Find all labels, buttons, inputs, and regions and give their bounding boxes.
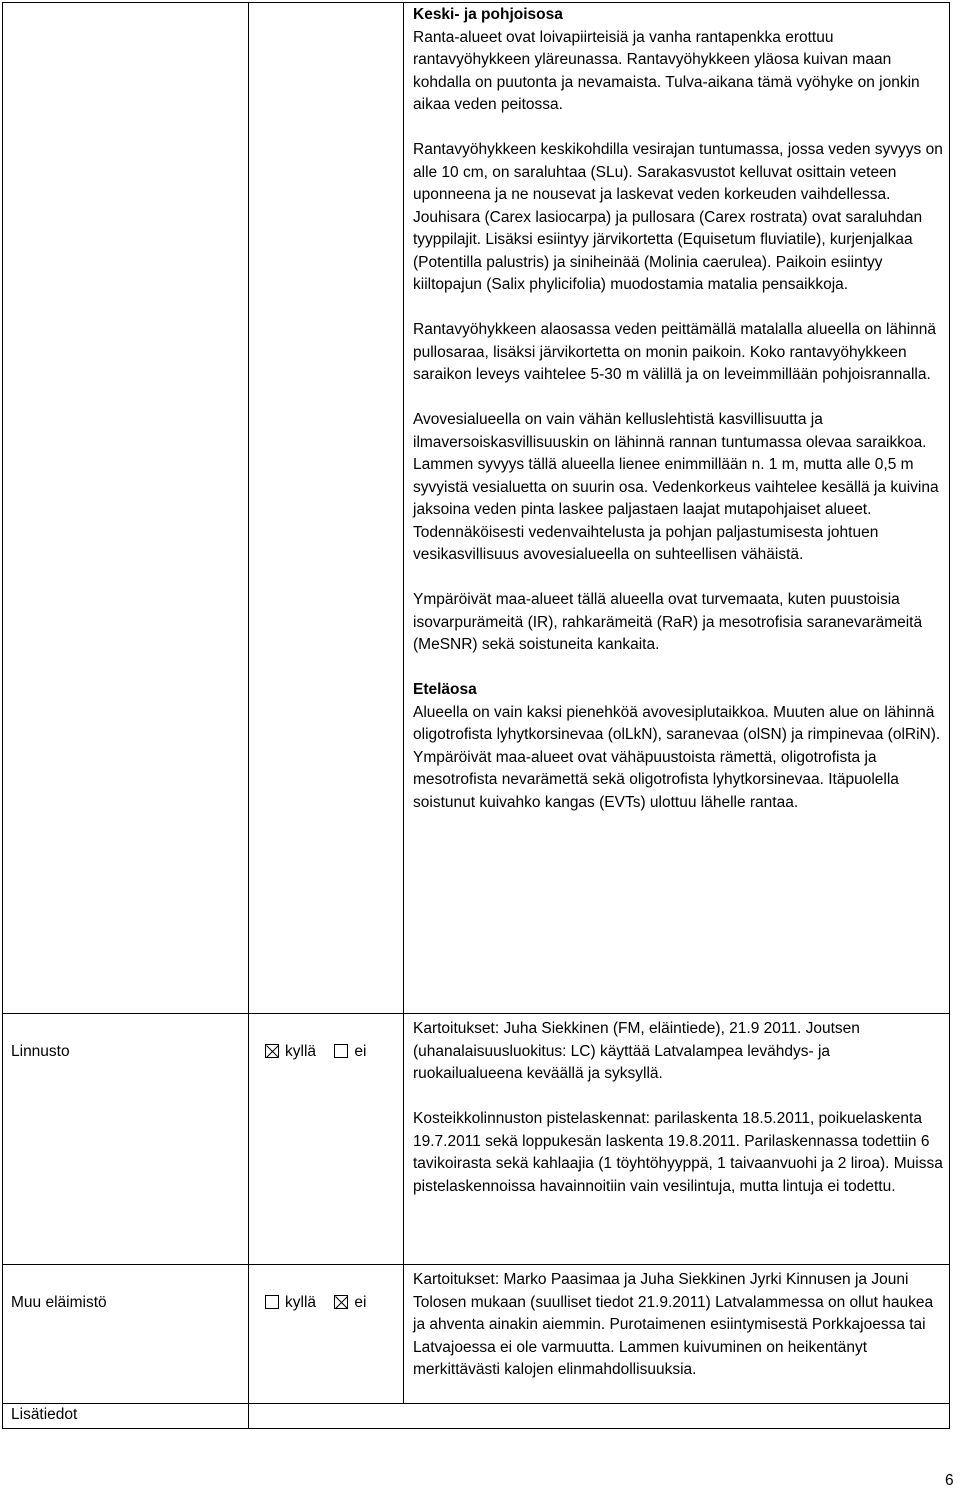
muu-elaimisto-label: Muu eläimistö	[11, 1294, 107, 1311]
muu-elaimisto-no-label: ei	[354, 1294, 367, 1311]
muu-elaimisto-options	[249, 1265, 404, 1403]
muu-elaimisto-description	[404, 1265, 949, 1403]
linnusto-description	[404, 1014, 949, 1264]
table-row-linnusto	[3, 1014, 949, 1265]
linnusto-options	[249, 1014, 404, 1264]
page-number: 6	[945, 1472, 954, 1489]
heading-north: Keski- ja pohjoisosa	[413, 6, 563, 23]
paragraph-2: Rantavyöhykkeen keskikohdilla vesirajan tuntumassa, jossa veden syvyys on alle 10 cm, on saraluhtaa (SLu). Sarakasvustot kelluvat osittain veteen uponneena ja ne nousevat ja laskevat veden korkeuden vaihdellessa. Jouhisara (Carex lasiocarpa) ja pullosara (Carex rostrata) ovat saraluhdan tyyppilajit. Lisäksi esiintyy järvikortetta (Equisetum fluviatile), kurjenjalkaa (Potentilla palustris) ja siniheinää (Molinia caerulea). Paikoin esiintyy kiiltopajun (Salix phylicifolia) muodostamia matalia pensaikkoja.	[413, 141, 943, 293]
row-checkbox-empty	[249, 3, 404, 1013]
muu-elaimisto-no-checkbox[interactable]	[334, 1295, 348, 1309]
linnusto-yes-label: kyllä	[285, 1043, 317, 1060]
muu-elaimisto-label-cell	[3, 1265, 249, 1403]
linnusto-no-checkbox[interactable]	[334, 1044, 348, 1058]
linnusto-paragraph-2: Kosteikkolinnuston pistelaskennat: parilaskenta 18.5.2011, poikuelaskenta 19.7.2011 sekä loppukesän laskenta 19.8.2011. Parilaskennassa todettiin 6 tavikoirasta sekä kahlaajia (1 töyhtöhyyppä, 1 taivaanvuohi ja 2 liroa). Muissa pistelaskennoissa havainnoitiin vain vesilintuja, mutta lintuja ei todettu.	[413, 1110, 943, 1195]
table-row-muu-elaimisto	[3, 1265, 949, 1404]
data-table	[2, 2, 950, 1429]
table-row-vegetation	[3, 3, 949, 1014]
muu-elaimisto-paragraph-1: Kartoitukset: Marko Paasimaa ja Juha Siekkinen Jyrki Kinnusen ja Jouni Tolosen mukaan (suulliset tiedot 21.9.2011) Latvalammessa on ollut haukea ja ahventa ainakin aiemmin. Purotaimenen esiintymisestä Porkkajoessa tai Latvajoessa ei ole varmuutta. Lammen kuivuminen on heikentänyt merkittävästi kalojen elinmahdollisuuksia.	[413, 1271, 934, 1378]
paragraph-4: Avovesialueella on vain vähän kelluslehtistä kasvillisuutta ja ilmaversoiskasvillisuuskin on lähinnä rannan tuntumassa olevaa saraikkoa. Lammen syvyys tällä alueella lienee enimmillään n. 1 m, mutta alle 0,5 m syvyistä vesialuetta on suurin osa. Vedenkorkeus vaihtelee kesällä ja kuivina jaksoina veden pinta laskee paljastaen laajat mutapohjaiset alueet. Todennäköisesti vedenvaihtelusta ja pohjan paljastumisesta johtuen vesikasvillisuus avovesialueella on suhteellisen vähäistä.	[413, 411, 939, 563]
lisatiedot-content[interactable]	[249, 1404, 949, 1428]
paragraph-5: Ympäröivät maa-alueet tällä alueella ovat turvemaata, kuten puustoisia isovarpurämeitä (IR), rahkarämeitä (RaR) ja mesotrofisia saranevarämeitä (MeSNR) sekä soistuneita kankaita.	[413, 591, 923, 653]
paragraph-1: Ranta-alueet ovat loivapiirteisiä ja vanha rantapenkka erottuu rantavyöhykkeen yläreunassa. Rantavyöhykkeen yläosa kuivan maan kohdalla on puutonta ja nevamaista. Tulva-aikana tämä vyöhyke on jonkin aikaa veden peitossa.	[413, 28, 920, 113]
lisatiedot-label-cell	[3, 1404, 249, 1428]
linnusto-label: Linnusto	[11, 1043, 70, 1060]
linnusto-paragraph-1: Kartoitukset: Juha Siekkinen (FM, eläintiede), 21.9 2011. Joutsen (uhanalaisuusluokitus: LC) käyttää Latvalampea levähdys- ja ruokailualueena keväällä ja syksyllä.	[413, 1020, 860, 1082]
paragraph-6: Alueella on vain kaksi pienehköä avovesiplutaikkoa. Muuten alue on lähinnä oligotrofista lyhytkorsinevaa (olLkN), saranevaa (olSN) ja rimpinevaa (olRiN). Ympäröivät maa-alueet ovat vähäpuustoista rämettä, oligotrofista ja mesotrofista nevarämettä sekä oligotrofista lyhytkorsinevaa. Itäpuolella soistunut kuivahko kangas (EVTs) ulottuu lähelle rantaa.	[413, 703, 941, 811]
table-row-lisatiedot	[3, 1404, 949, 1428]
muu-elaimisto-yes-label: kyllä	[285, 1294, 317, 1311]
row-label-empty	[3, 3, 249, 1013]
paragraph-3: Rantavyöhykkeen alaosassa veden peittämällä matalalla alueella on lähinnä pullosaraa, lisäksi järvikortetta on monin paikoin. Koko rantavyöhykkeen saraikon leveys vaihtelee 5-30 m välillä ja on leveimmillään pohjoisrannalla.	[413, 321, 937, 383]
lisatiedot-label: Lisätiedot	[11, 1406, 78, 1423]
muu-elaimisto-yes-checkbox[interactable]	[265, 1295, 279, 1309]
linnusto-label-cell	[3, 1014, 249, 1264]
linnusto-yes-checkbox[interactable]	[265, 1044, 279, 1058]
linnusto-no-label: ei	[354, 1043, 367, 1060]
vegetation-description	[404, 3, 949, 1013]
heading-south: Eteläosa	[413, 681, 477, 698]
